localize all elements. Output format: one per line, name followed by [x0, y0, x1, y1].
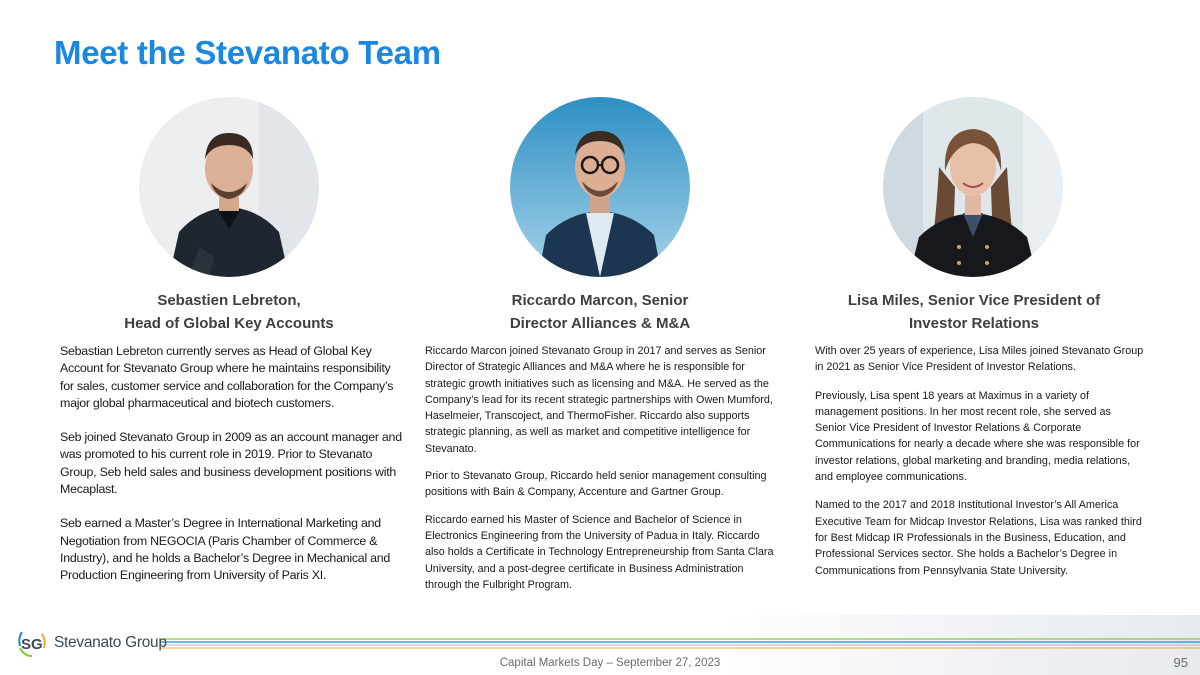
bio-paragraph: Sebastian Lebreton currently serves as Head of Global Key Account for Stevanato Group where he maintains responsibility for sales, customer service and collaboration for the Company’s major global pharmaceutical and biotech customers.	[60, 344, 394, 410]
portrait-woman-black-jacket	[883, 97, 1063, 277]
footer-divider-lines	[160, 637, 1200, 651]
bio-paragraph: Riccardo earned his Master of Science and Bachelor of Science in Electronics Engineering from the University of Padua in Italy. Riccardo also holds a Certificate in Technology Entrepreneurship from Santa Clara University, and a post-degree certificate in Business Administration through the Fulbright Program.	[425, 513, 774, 591]
portrait-man-dark-jacket	[139, 97, 319, 277]
portrait-man-glasses	[510, 97, 690, 277]
company-logo	[16, 628, 167, 658]
photo-sebastien-lebreton	[139, 97, 319, 277]
bio-paragraph: Seb earned a Master’s Degree in International Marketing and Negotiation from NEGOCIA (Paris Chamber of Commerce & Industry), and he holds a Bachelor’s Degree in Mechanical and Production Engineering from University of Paris XI.	[60, 516, 391, 583]
bio-paragraph: Previously, Lisa spent 18 years at Maximus in a variety of management positions. In her most recent role, she served as Senior Vice President of Investor Relations & Corporate Communications for nearly a decade where she was responsible for investor relations, global marketing and branding, media relations, and employee communications.	[815, 389, 1140, 484]
photo-lisa-miles	[883, 97, 1063, 277]
bio-paragraph: With over 25 years of experience, Lisa Miles joined Stevanato Group in 2021 as Senior Vice President of Investor Relations.	[815, 345, 1144, 374]
name-line: Lisa Miles, Senior Vice President of	[847, 292, 1101, 309]
name-line: Sebastien Lebreton,	[157, 292, 301, 309]
svg-text:SG: SG	[21, 636, 43, 653]
page-title: Meet the Stevanato Team	[54, 34, 441, 71]
bio-paragraph: Prior to Stevanato Group, Riccardo held senior management consulting positions with Bain & Company, Accenture and Gartner Group.	[425, 470, 767, 499]
name-lisa-miles	[804, 289, 1144, 335]
name-riccardo-marcon	[430, 289, 770, 335]
bio-paragraph: Seb joined Stevanato Group in 2009 as an account manager and was promoted to his current role in 2019. Prior to Stevanato Group, Seb held sales and business development positions with Mecaplast.	[60, 430, 402, 497]
company-name: Stevanato Group	[54, 634, 167, 651]
bio-paragraph: Named to the 2017 and 2018 Institutional Investor’s All America Executive Team for Midcap Investor Relations, Lisa was ranked third for Best Midcap IR Professionals in the Business, Education, and Professional Services sector. She holds a Bachelor’s Degree in Communications from Pennsylvania State University.	[815, 499, 1142, 577]
photo-riccardo-marcon	[510, 97, 690, 277]
page-number: 95	[1173, 655, 1188, 670]
title-line: Head of Global Key Accounts	[124, 315, 334, 332]
title-line: Investor Relations	[908, 315, 1040, 332]
title-line: Director Alliances & M&A	[509, 315, 691, 332]
name-sebastien-lebreton	[59, 289, 399, 335]
sg-logo-mark-icon	[16, 628, 48, 658]
bio-riccardo-marcon	[425, 343, 775, 604]
bio-paragraph: Riccardo Marcon joined Stevanato Group in 2017 and serves as Senior Director of Strategic Alliances and M&A where he is responsible for strategic growth initiatives such as licensing and M&A. He served as the Company’s lead for its recent strategic partnerships with Owen Mumford, Haselmeier, Transcoject, and ThermoFisher. Riccardo also supports strategic planning, as well as market and competitive intelligence for Stevanato.	[425, 345, 773, 455]
bio-lisa-miles	[815, 343, 1145, 591]
bio-sebastien-lebreton	[60, 343, 402, 602]
event-caption: Capital Markets Day – September 27, 2023	[499, 657, 721, 669]
name-line: Riccardo Marcon, Senior	[511, 292, 689, 309]
